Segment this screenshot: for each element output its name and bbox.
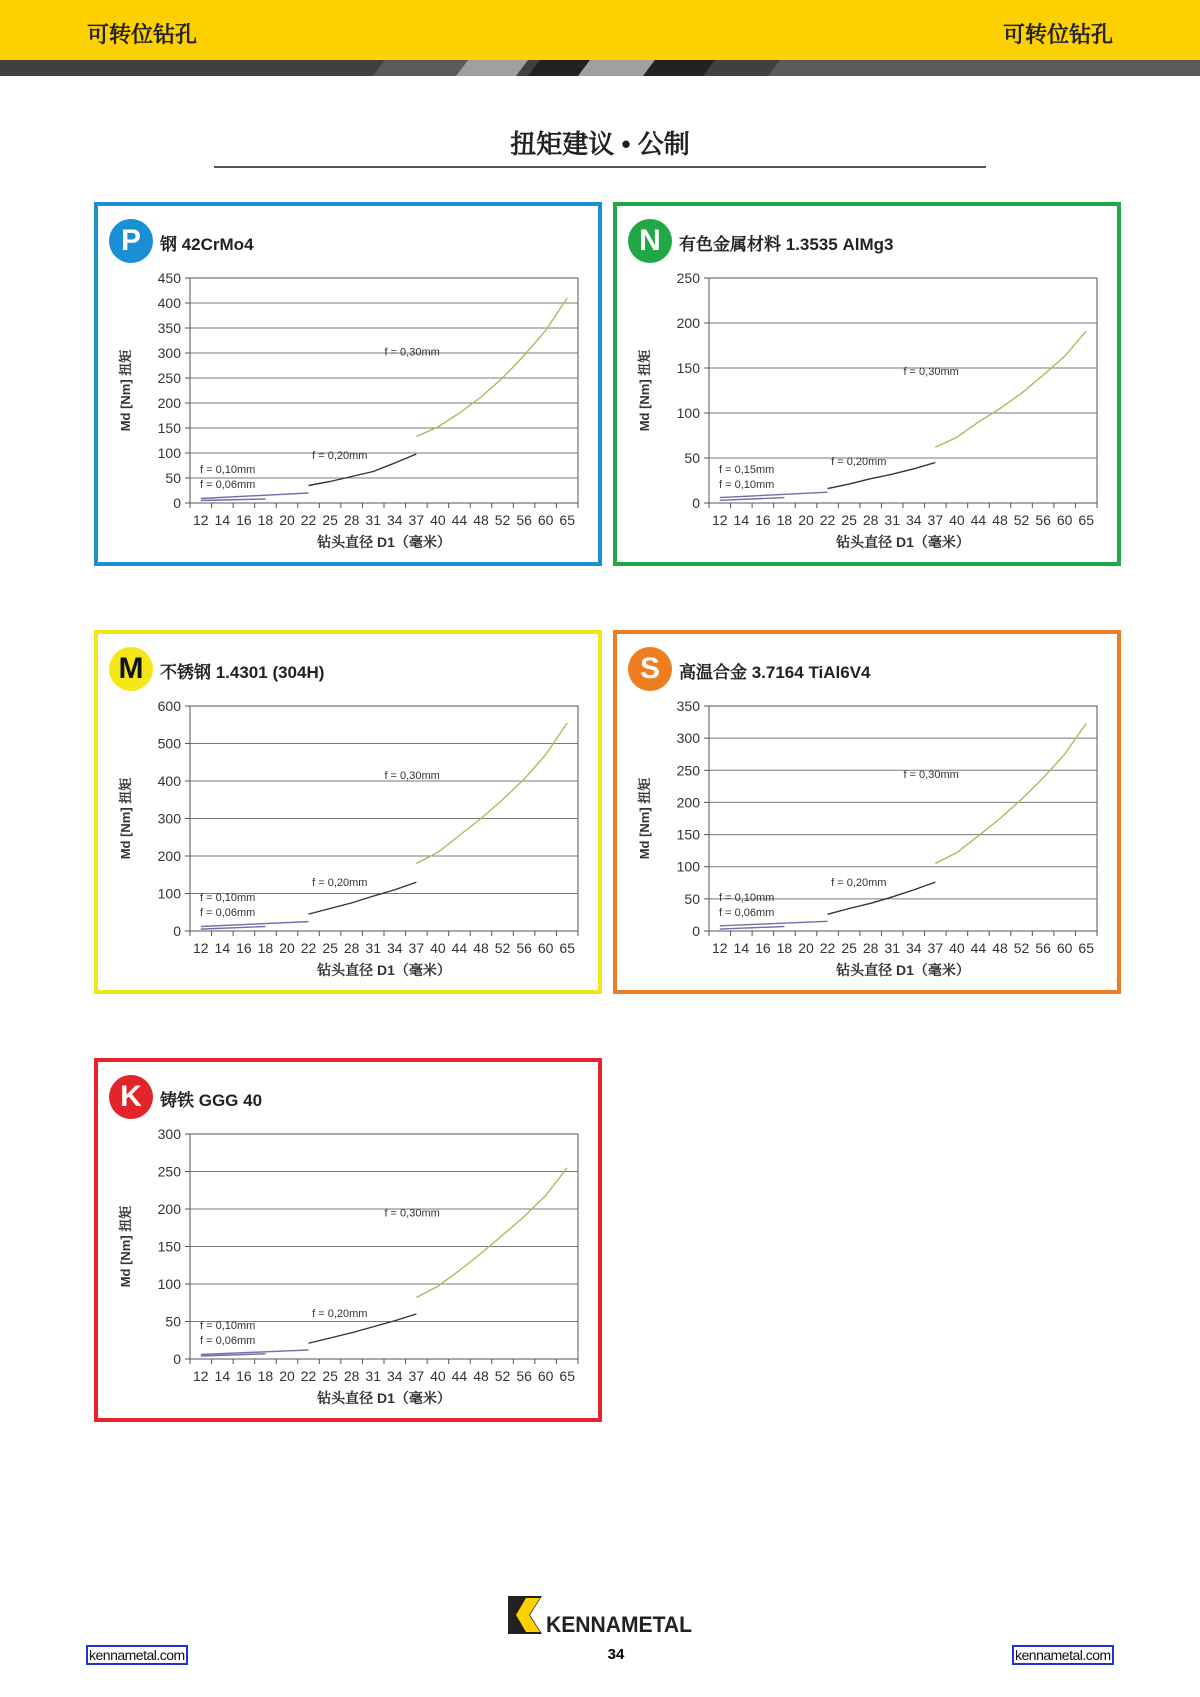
- y-tick-label: 200: [676, 794, 700, 811]
- x-tick-label: 34: [905, 940, 922, 956]
- x-tick-label: 20: [279, 1368, 295, 1384]
- x-tick-label: 16: [755, 940, 771, 956]
- x-tick-label: 44: [451, 1368, 468, 1384]
- header-stripe: [0, 60, 1200, 76]
- x-tick-label: 52: [494, 1368, 511, 1384]
- x-tick-label: 60: [537, 940, 554, 956]
- series-line: [416, 298, 567, 437]
- x-tick-label: 40: [949, 512, 965, 528]
- x-tick-label: 25: [841, 512, 857, 528]
- y-tick-label: 500: [157, 735, 181, 752]
- x-tick-label: 34: [386, 940, 403, 956]
- x-tick-label: 56: [1035, 512, 1051, 528]
- x-axis-title: 钻头直径 D1（毫米）: [836, 534, 970, 550]
- series-label: f = 0,06mm: [200, 479, 256, 491]
- y-tick-label: 150: [676, 826, 700, 843]
- series-label: f = 0,06mm: [719, 907, 775, 919]
- x-tick-label: 18: [257, 1368, 274, 1384]
- x-tick-label: 52: [1013, 940, 1030, 956]
- y-tick-label: 200: [157, 1201, 181, 1217]
- x-tick-label: 14: [733, 940, 750, 956]
- torque-chart: [617, 634, 1117, 990]
- series-label: f = 0,20mm: [312, 1307, 368, 1320]
- material-badge-P: P: [109, 219, 153, 263]
- x-axis-title: 钻头直径 D1（毫米）: [836, 962, 970, 978]
- y-tick-label: 0: [692, 923, 700, 939]
- series-line: [720, 921, 828, 926]
- header-left-title: 可转位钻孔: [87, 22, 198, 47]
- x-tick-label: 56: [1035, 940, 1051, 956]
- x-tick-label: 31: [884, 940, 901, 956]
- panel-K: [94, 1058, 602, 1422]
- series-label: f = 0,20mm: [831, 876, 887, 889]
- series-line: [935, 331, 1086, 447]
- x-tick-label: 40: [430, 512, 446, 528]
- y-axis-title: Md [Nm] 扭矩: [118, 349, 133, 432]
- x-tick-label: 52: [494, 512, 511, 528]
- y-tick-label: 200: [676, 315, 700, 331]
- x-tick-label: 44: [970, 940, 987, 956]
- y-tick-label: 150: [157, 420, 181, 436]
- series-line: [201, 499, 266, 501]
- x-tick-label: 18: [257, 512, 274, 528]
- y-tick-label: 0: [173, 495, 181, 511]
- series-label: f = 0,15mm: [719, 464, 775, 476]
- y-tick-label: 50: [684, 450, 700, 466]
- y-tick-label: 50: [165, 1313, 181, 1330]
- x-tick-label: 22: [819, 940, 836, 956]
- panel-M: [94, 630, 602, 994]
- x-tick-label: 60: [1056, 940, 1073, 956]
- x-tick-label: 16: [236, 940, 252, 956]
- y-axis-title: Md [Nm] 扭矩: [637, 349, 652, 432]
- x-tick-label: 25: [322, 512, 338, 528]
- x-tick-label: 40: [430, 1368, 446, 1384]
- y-axis-title: Md [Nm] 扭矩: [118, 1205, 133, 1288]
- x-tick-label: 48: [473, 1368, 489, 1384]
- series-line: [935, 723, 1086, 863]
- x-tick-label: 22: [300, 512, 317, 528]
- y-tick-label: 150: [676, 360, 700, 376]
- x-tick-label: 52: [494, 940, 511, 956]
- torque-chart: [98, 206, 598, 562]
- y-tick-label: 300: [157, 810, 181, 827]
- series-line: [201, 493, 309, 499]
- x-tick-label: 22: [300, 1368, 317, 1384]
- x-axis-title: 钻头直径 D1（毫米）: [317, 1390, 451, 1406]
- x-tick-label: 37: [408, 512, 425, 528]
- svg-text:KENNAMETAL: KENNAMETAL: [546, 1612, 692, 1636]
- y-tick-label: 100: [676, 405, 700, 421]
- x-tick-label: 44: [451, 940, 468, 956]
- y-tick-label: 200: [157, 848, 181, 864]
- x-tick-label: 12: [711, 512, 728, 528]
- x-tick-label: 40: [430, 940, 446, 956]
- x-tick-label: 65: [1078, 512, 1095, 528]
- header-bar: [0, 0, 1200, 60]
- x-tick-label: 20: [798, 940, 814, 956]
- y-tick-label: 50: [684, 890, 700, 907]
- x-tick-label: 48: [992, 940, 1008, 956]
- material-title: 不锈钢 1.4301 (304H): [160, 663, 325, 682]
- x-tick-label: 22: [300, 940, 317, 956]
- x-tick-label: 56: [516, 1368, 532, 1384]
- x-tick-label: 18: [257, 940, 274, 956]
- x-tick-label: 22: [819, 512, 836, 528]
- y-tick-label: 300: [157, 1126, 181, 1142]
- x-tick-label: 60: [1056, 512, 1073, 528]
- x-tick-label: 44: [451, 512, 468, 528]
- y-tick-label: 250: [676, 762, 700, 779]
- y-tick-label: 300: [676, 730, 700, 747]
- y-axis-title: Md [Nm] 扭矩: [118, 777, 133, 860]
- x-tick-label: 25: [841, 940, 857, 956]
- x-tick-label: 34: [905, 512, 922, 528]
- x-tick-label: 14: [214, 1368, 231, 1384]
- panel-P: [94, 202, 602, 566]
- footer-link-right[interactable]: kennametal.com: [1012, 1645, 1114, 1665]
- x-tick-label: 37: [927, 512, 944, 528]
- x-tick-label: 56: [516, 512, 532, 528]
- page-number: 34: [607, 1646, 625, 1663]
- x-tick-label: 16: [236, 1368, 252, 1384]
- x-tick-label: 52: [1013, 512, 1030, 528]
- x-tick-label: 65: [559, 1368, 576, 1384]
- x-tick-label: 31: [365, 512, 382, 528]
- x-tick-label: 28: [343, 512, 360, 528]
- x-tick-label: 31: [365, 1368, 382, 1384]
- y-tick-label: 350: [676, 698, 700, 714]
- y-tick-label: 400: [157, 295, 181, 311]
- x-tick-label: 16: [236, 512, 252, 528]
- x-tick-label: 28: [862, 940, 879, 956]
- x-tick-label: 34: [386, 512, 403, 528]
- x-tick-label: 28: [343, 940, 360, 956]
- material-badge-S: S: [628, 647, 672, 691]
- x-axis-title: 钻头直径 D1（毫米）: [317, 962, 451, 978]
- x-tick-label: 37: [408, 940, 425, 956]
- series-label: f = 0,20mm: [312, 876, 368, 889]
- torque-chart: [98, 634, 598, 990]
- title-divider: [214, 166, 986, 168]
- series-label: f = 0,10mm: [200, 1320, 256, 1332]
- x-tick-label: 14: [733, 512, 750, 528]
- y-tick-label: 150: [157, 1238, 181, 1255]
- y-tick-label: 350: [157, 320, 181, 336]
- x-tick-label: 12: [192, 512, 209, 528]
- series-label: f = 0,10mm: [719, 479, 775, 491]
- series-line: [416, 1168, 567, 1298]
- material-title: 铸铁 GGG 40: [160, 1091, 263, 1110]
- y-axis-title: Md [Nm] 扭矩: [637, 777, 652, 860]
- y-tick-label: 250: [676, 270, 700, 286]
- series-label: f = 0,06mm: [200, 907, 256, 919]
- panel-N: [613, 202, 1121, 566]
- torque-chart: [617, 206, 1117, 562]
- material-badge-M: M: [109, 647, 153, 691]
- page-title: 扭矩建议 • 公制: [510, 129, 690, 159]
- x-tick-label: 20: [279, 512, 295, 528]
- y-tick-label: 200: [157, 395, 181, 411]
- x-tick-label: 25: [322, 940, 338, 956]
- material-title: 有色金属材料 1.3535 AlMg3: [679, 235, 894, 254]
- material-title: 高温合金 3.7164 TiAl6V4: [679, 663, 871, 682]
- y-tick-label: 250: [157, 370, 181, 386]
- x-tick-label: 20: [279, 940, 295, 956]
- series-label: f = 0,30mm: [903, 366, 959, 379]
- series-line: [720, 927, 785, 930]
- x-tick-label: 56: [516, 940, 532, 956]
- series-line: [720, 498, 785, 501]
- y-tick-label: 0: [692, 495, 700, 511]
- header-right-title: 可转位钻孔: [1002, 22, 1113, 47]
- kennametal-logo: [508, 1596, 708, 1636]
- x-tick-label: 37: [927, 940, 944, 956]
- series-label: f = 0,30mm: [903, 769, 959, 781]
- y-tick-label: 100: [157, 1276, 181, 1292]
- series-label: f = 0,20mm: [312, 450, 368, 462]
- y-tick-label: 50: [165, 470, 181, 486]
- x-tick-label: 60: [537, 1368, 554, 1384]
- x-tick-label: 48: [992, 512, 1008, 528]
- y-tick-label: 100: [676, 858, 700, 875]
- x-tick-label: 16: [755, 512, 771, 528]
- y-tick-label: 300: [157, 345, 181, 361]
- x-tick-label: 34: [386, 1368, 403, 1384]
- y-tick-label: 0: [173, 923, 181, 939]
- x-tick-label: 40: [949, 940, 965, 956]
- x-tick-label: 12: [192, 1368, 209, 1384]
- x-tick-label: 28: [343, 1368, 360, 1384]
- series-label: f = 0,06mm: [200, 1335, 256, 1347]
- y-tick-label: 100: [157, 885, 181, 902]
- x-tick-label: 31: [884, 512, 901, 528]
- y-tick-label: 450: [157, 270, 181, 286]
- x-tick-label: 44: [970, 512, 987, 528]
- y-tick-label: 0: [173, 1351, 181, 1367]
- material-title: 钢 42CrMo4: [160, 235, 254, 254]
- footer-link-left[interactable]: kennametal.com: [86, 1645, 188, 1665]
- x-tick-label: 18: [776, 940, 793, 956]
- x-tick-label: 12: [711, 940, 728, 956]
- x-tick-label: 31: [365, 940, 382, 956]
- series-label: f = 0,10mm: [200, 892, 256, 904]
- torque-chart: [98, 1062, 598, 1418]
- y-tick-label: 400: [157, 773, 181, 789]
- x-tick-label: 20: [798, 512, 814, 528]
- series-label: f = 0,30mm: [384, 1207, 440, 1220]
- series-line: [201, 927, 266, 930]
- x-tick-label: 18: [776, 512, 793, 528]
- y-tick-label: 600: [157, 698, 181, 714]
- x-tick-label: 48: [473, 512, 489, 528]
- series-label: f = 0,30mm: [384, 770, 440, 783]
- x-axis-title: 钻头直径 D1（毫米）: [317, 534, 451, 550]
- x-tick-label: 28: [862, 512, 879, 528]
- x-tick-label: 48: [473, 940, 489, 956]
- panel-S: [613, 630, 1121, 994]
- x-tick-label: 14: [214, 940, 231, 956]
- series-label: f = 0,10mm: [719, 892, 775, 904]
- x-tick-label: 25: [322, 1368, 338, 1384]
- x-tick-label: 65: [559, 940, 576, 956]
- material-badge-N: N: [628, 219, 672, 263]
- x-tick-label: 65: [1078, 940, 1095, 956]
- series-label: f = 0,30mm: [384, 346, 440, 359]
- x-tick-label: 37: [408, 1368, 425, 1384]
- series-line: [201, 922, 309, 927]
- y-tick-label: 250: [157, 1163, 181, 1180]
- x-tick-label: 12: [192, 940, 209, 956]
- y-tick-label: 100: [157, 445, 181, 461]
- series-label: f = 0,20mm: [831, 455, 887, 468]
- x-tick-label: 60: [537, 512, 554, 528]
- x-tick-label: 14: [214, 512, 231, 528]
- x-tick-label: 65: [559, 512, 576, 528]
- material-badge-K: K: [109, 1075, 153, 1119]
- series-line: [720, 492, 828, 497]
- series-label: f = 0,10mm: [200, 464, 256, 476]
